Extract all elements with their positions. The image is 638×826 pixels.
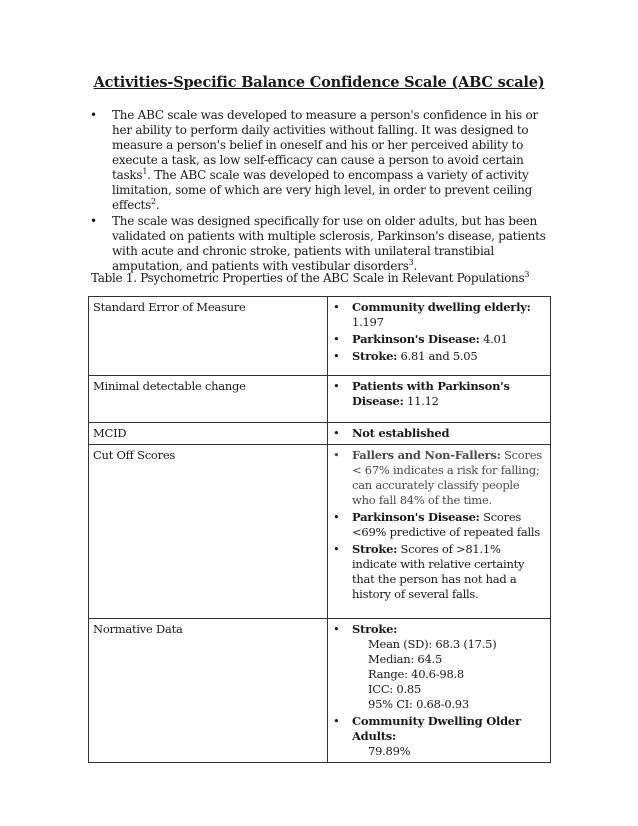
- row-values: [328, 297, 551, 376]
- table-row-cutoff: [89, 445, 551, 619]
- row-values: [328, 619, 551, 763]
- bullet-icon: •: [333, 349, 340, 363]
- list-item: • Stroke: 6.81 and 5.05: [333, 349, 478, 363]
- bullet-icon: •: [90, 108, 97, 122]
- citation-2: 2: [151, 197, 156, 206]
- list-item: • Community Dwelling Older Adults: 79.89%: [333, 714, 521, 758]
- bullet-icon: •: [333, 379, 340, 393]
- intro-text-1c: .: [155, 198, 160, 212]
- table-caption: Table 1. Psychometric Properties of the ABC Scale in Relevant Populations$^3$: [91, 270, 530, 285]
- citation-3: 3: [408, 258, 414, 267]
- row-label: Cut Off Scores: [89, 445, 328, 619]
- row-label: Normative Data: [89, 619, 328, 763]
- row-label: MCID: [89, 423, 328, 445]
- list-item: • Not established: [333, 426, 450, 440]
- table-row-sem: [89, 297, 551, 376]
- list-item: • Stroke: Mean (SD): 68.3 (17.5) Median: 64.5 Range: 40.6-98.8 ICC: 0.85 95% CI: 0.68-0.93: [333, 622, 497, 711]
- bullet-icon: •: [333, 300, 340, 314]
- list-item: • Patients with Parkinson's Disease: 11.12: [333, 379, 510, 408]
- bullet-icon: •: [333, 510, 340, 524]
- intro-text-2a: The scale was designed specifically for use on older adults, but has been validated on patients with multiple sclerosis, Parkinson's disease, patients with acute and chronic stroke, patients with unilateral transtibial amputation, and patients with vestibular disorders: [112, 214, 546, 273]
- intro-text-1b: . The ABC scale was developed to encompass a variety of activity limitation, some of which are very high level, in order to prevent ceiling effects: [112, 168, 533, 212]
- list-item: • Stroke: Scores of >81.1% indicate with relative certainty that the person has not had a history of several falls.: [333, 542, 525, 601]
- row-values: [328, 376, 551, 423]
- intro-bullet-list: [90, 108, 546, 275]
- bullet-icon: •: [333, 622, 340, 636]
- bullet-icon: •: [333, 714, 340, 728]
- bullet-icon: •: [90, 214, 97, 228]
- document-title: Activities-Specific Balance Confidence Scale (ABC scale): [93, 74, 545, 91]
- list-item: • Community dwelling elderly: 1.197: [333, 300, 531, 329]
- list-item: • Parkinson's Disease: 4.01: [333, 332, 508, 346]
- citation-1: 1: [142, 167, 148, 176]
- table-row-mdc: [89, 376, 551, 423]
- list-item: • Parkinson's Disease: Scores <69% predictive of repeated falls: [333, 510, 540, 539]
- bullet-icon: •: [333, 448, 340, 462]
- intro-bullet-1: [90, 108, 546, 213]
- bullet-icon: •: [333, 542, 340, 556]
- caption-citation: 3: [524, 270, 530, 279]
- bullet-icon: •: [333, 426, 340, 440]
- intro-bullet-2: [90, 214, 546, 274]
- row-values: [328, 423, 551, 445]
- row-label: Minimal detectable change: [89, 376, 328, 423]
- psychometric-properties-table: [88, 296, 551, 763]
- list-item: • Fallers and Non-Fallers: Scores < 67% indicates a risk for falling; can accurately classify people who fall 84% of the time.: [333, 448, 542, 507]
- intro-text-1a: The ABC scale was developed to measure a person's confidence in his or her ability to perform daily activities without falling. It was designed to measure a person's belief in oneself and his or her perceived ability to execute a task, as low self-efficacy can cause a person to avoid certain tasks: [112, 108, 538, 182]
- intro-text-2b: .: [413, 259, 418, 273]
- bullet-icon: •: [333, 332, 340, 346]
- row-label: Standard Error of Measure: [89, 297, 328, 376]
- table-row-normative: [89, 619, 551, 763]
- row-values: [328, 445, 551, 619]
- table-row-mcid: [89, 423, 551, 445]
